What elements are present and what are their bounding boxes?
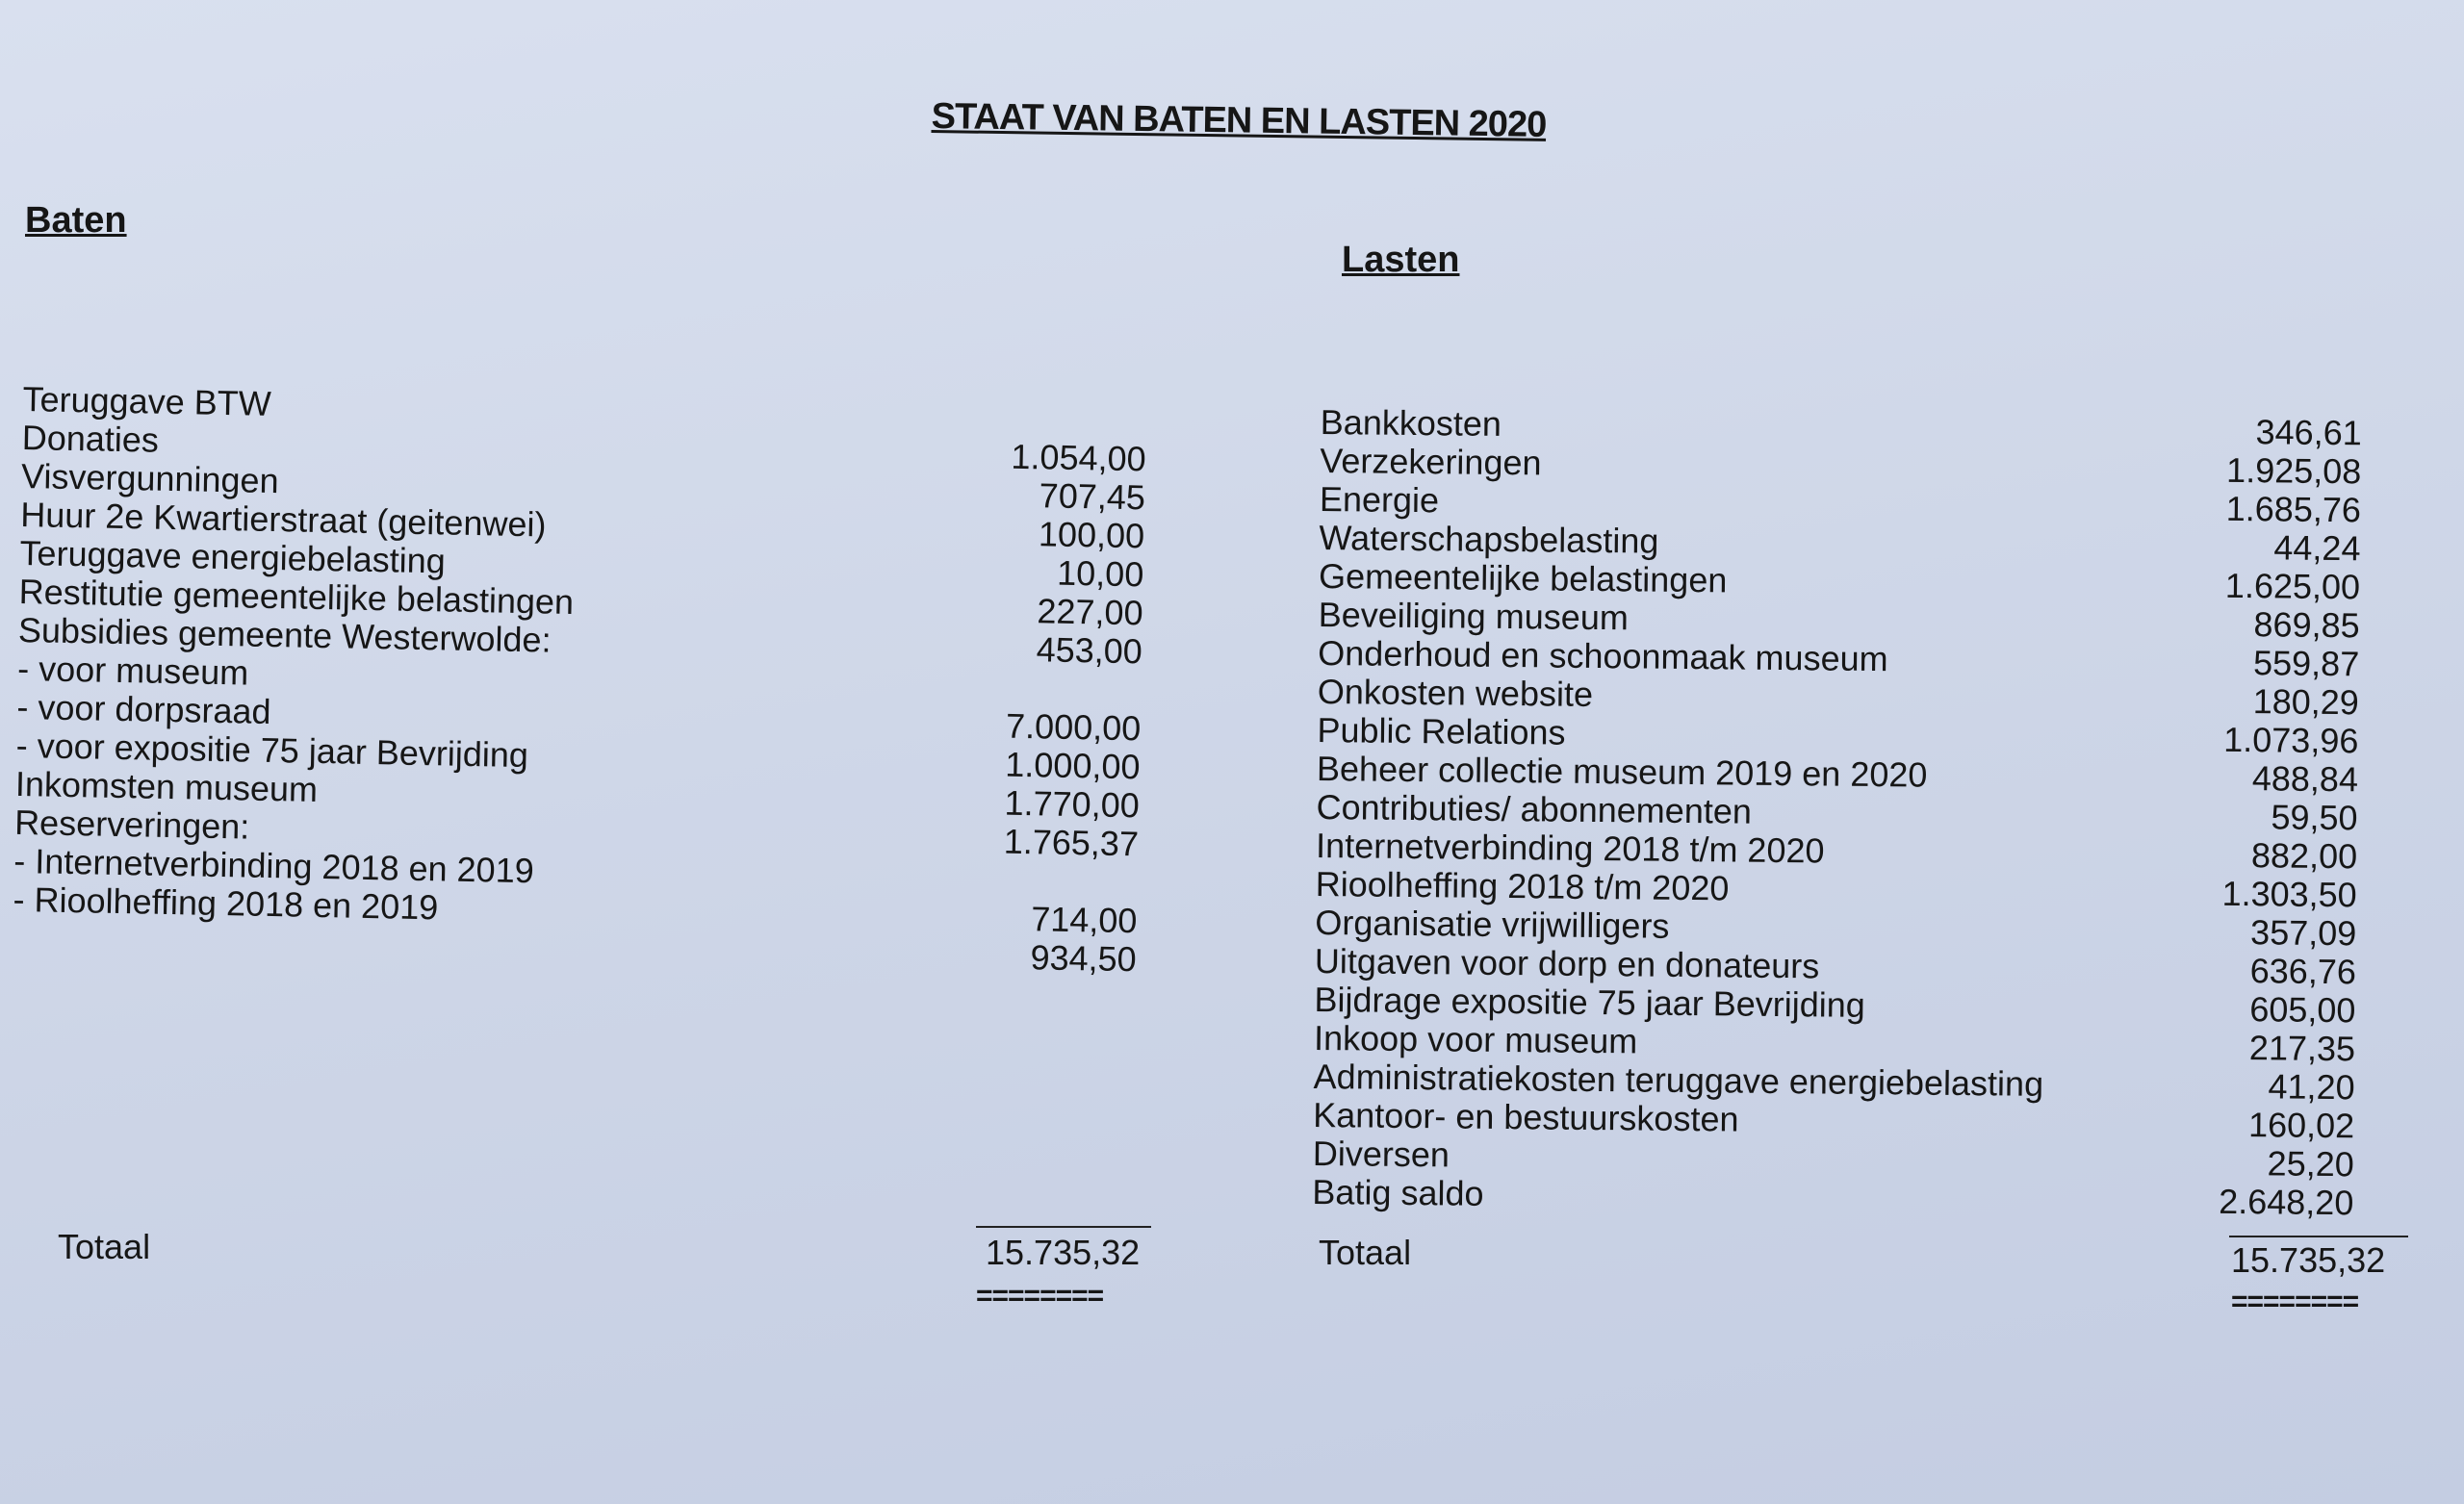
baten-row-label: Huur 2e Kwartierstraat (geitenwei) bbox=[19, 494, 547, 545]
baten-total-label: Totaal bbox=[58, 1227, 151, 1266]
baten-row-value: 1.054,00 bbox=[1011, 436, 1147, 479]
lasten-row-value: 1.303,50 bbox=[2221, 873, 2357, 915]
baten-row-label: Teruggave energiebelasting bbox=[19, 532, 447, 581]
baten-row-value: 100,00 bbox=[1038, 514, 1145, 556]
lasten-row-label: Onkosten website bbox=[1317, 671, 1594, 714]
baten-list bbox=[12, 380, 1146, 979]
lasten-row-label: Onderhoud en schoonmaak museum bbox=[1318, 632, 1888, 679]
baten-row-value: 1.000,00 bbox=[1004, 744, 1141, 787]
baten-total-value: 15.735,32 bbox=[986, 1233, 1141, 1272]
baten-row-value: 714,00 bbox=[1030, 899, 1138, 941]
lasten-row-value: 605,00 bbox=[2249, 989, 2356, 1031]
lasten-row-label: Verzekeringen bbox=[1320, 440, 1542, 483]
lasten-double-rule: ======== bbox=[2231, 1286, 2359, 1317]
lasten-row-value: 357,09 bbox=[2249, 912, 2357, 954]
lasten-total-value: 15.735,32 bbox=[2231, 1240, 2386, 1280]
lasten-row-value: 44,24 bbox=[2273, 527, 2361, 569]
lasten-list bbox=[1312, 403, 2362, 1222]
lasten-total-label: Totaal bbox=[1319, 1233, 1412, 1272]
lasten-row-label: Gemeentelijke belastingen bbox=[1318, 555, 1728, 600]
lasten-row-value: 1.925,08 bbox=[2225, 449, 2362, 492]
lasten-row-value: 1.073,96 bbox=[2223, 719, 2359, 761]
lasten-row-value: 217,35 bbox=[2248, 1028, 2356, 1069]
lasten-row-value: 1.685,76 bbox=[2225, 488, 2362, 530]
lasten-row-label: Rioolheffing 2018 t/m 2020 bbox=[1315, 863, 1730, 908]
lasten-row-label: Organisatie vrijwilligers bbox=[1315, 902, 1670, 946]
lasten-row-value: 59,50 bbox=[2271, 797, 2358, 838]
baten-row-label: Restitutie gemeentelijke belastingen bbox=[18, 571, 575, 623]
lasten-row-value: 160,02 bbox=[2247, 1105, 2355, 1146]
lasten-row-label: Energie bbox=[1319, 478, 1440, 521]
baten-row-value: 227,00 bbox=[1037, 591, 1143, 633]
lasten-row-value: 180,29 bbox=[2252, 681, 2360, 723]
baten-row-value: 10,00 bbox=[1056, 552, 1144, 595]
lasten-row-value: 869,85 bbox=[2253, 604, 2360, 646]
baten-row-label: Visvergunningen bbox=[20, 455, 279, 501]
lasten-row-value: 41,20 bbox=[2268, 1066, 2355, 1108]
document-title: STAAT VAN BATEN EN LASTEN 2020 bbox=[931, 96, 1547, 145]
baten-row-label: Teruggave BTW bbox=[22, 379, 272, 423]
baten-row-value: 453,00 bbox=[1036, 629, 1143, 672]
lasten-row-value: 636,76 bbox=[2249, 951, 2357, 992]
baten-row-label: - Internetverbinding 2018 en 2019 bbox=[13, 840, 535, 891]
lasten-row-value: 2.648,20 bbox=[2219, 1181, 2354, 1223]
lasten-heading: Lasten bbox=[1342, 240, 1460, 280]
lasten-row-label: Administratiekosten teruggave energiebelasting bbox=[1313, 1056, 2044, 1104]
baten-row-label: - voor expositie 75 jaar Bevrijding bbox=[15, 725, 529, 776]
lasten-row-value: 488,84 bbox=[2251, 758, 2359, 800]
baten-row-label: - voor museum bbox=[16, 648, 249, 693]
lasten-row-label: Inkoop voor museum bbox=[1313, 1017, 1638, 1061]
lasten-row-label: Contributies/ abonnementen bbox=[1316, 786, 1753, 831]
lasten-row-label: Bankkosten bbox=[1320, 402, 1502, 444]
baten-row-label: Subsidies gemeente Westerwolde: bbox=[17, 609, 552, 660]
baten-double-rule: ======== bbox=[976, 1280, 1104, 1312]
baten-row-value: 7.000,00 bbox=[1005, 705, 1142, 749]
lasten-row-label: Bijdrage expositie 75 jaar Bevrijding bbox=[1314, 979, 1866, 1025]
lasten-row-value: 882,00 bbox=[2250, 835, 2358, 877]
baten-heading: Baten bbox=[25, 200, 127, 241]
lasten-row-value: 1.625,00 bbox=[2224, 565, 2361, 607]
lasten-row-label: Public Relations bbox=[1317, 709, 1566, 752]
baten-row-label: Inkomsten museum bbox=[14, 763, 319, 809]
baten-row-value: 1.770,00 bbox=[1004, 782, 1141, 826]
baten-row-value: 707,45 bbox=[1039, 475, 1146, 518]
baten-row-label: Donaties bbox=[21, 417, 160, 460]
lasten-row-label: Uitgaven voor dorp en donateurs bbox=[1314, 940, 1820, 986]
baten-row-label: Reserveringen: bbox=[13, 802, 250, 847]
baten-total-rule bbox=[976, 1226, 1151, 1228]
lasten-row-label: Diversen bbox=[1312, 1133, 1450, 1175]
lasten-total-rule bbox=[2229, 1236, 2408, 1237]
lasten-row-label: Waterschapsbelasting bbox=[1319, 517, 1659, 561]
lasten-row-label: Beveiliging museum bbox=[1318, 594, 1630, 638]
baten-row-label: - voor dorpsraad bbox=[16, 686, 271, 732]
baten-row-label: - Rioolheffing 2018 en 2019 bbox=[13, 879, 439, 928]
lasten-row-label: Kantoor- en bestuurskosten bbox=[1313, 1094, 1739, 1139]
baten-row-value: 934,50 bbox=[1030, 937, 1138, 980]
lasten-row-value: 25,20 bbox=[2267, 1143, 2354, 1185]
lasten-row-value: 559,87 bbox=[2252, 643, 2360, 684]
lasten-row-value: 346,61 bbox=[2255, 412, 2362, 453]
baten-row-value: 1.765,37 bbox=[1003, 821, 1140, 864]
lasten-row-label: Internetverbinding 2018 t/m 2020 bbox=[1315, 825, 1825, 871]
lasten-row-label: Batig saldo bbox=[1312, 1171, 1484, 1213]
lasten-row-label: Beheer collectie museum 2019 en 2020 bbox=[1316, 748, 1928, 795]
